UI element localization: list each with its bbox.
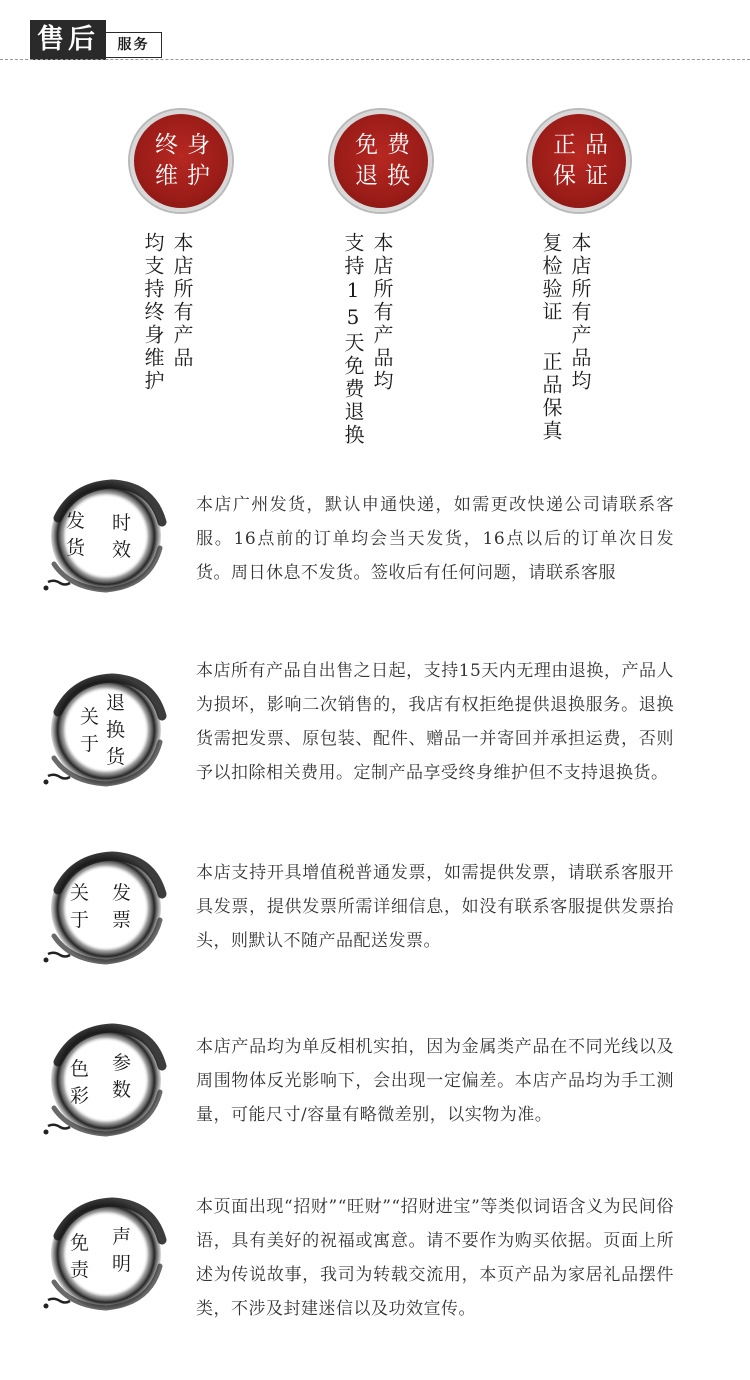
brush-circle-icon [40, 1196, 172, 1321]
dashed-divider [0, 59, 750, 60]
seal-badge [528, 110, 630, 212]
brush-label-left: 色 彩 [70, 1058, 90, 1107]
badge-label: 终身 维护 [155, 132, 219, 189]
section-returns [0, 660, 750, 785]
section-invoice [0, 850, 750, 975]
guarantee-lifetime-maintenance [110, 110, 250, 455]
guarantee-text-col-1: 本店所有产品均 [568, 232, 592, 393]
badge-label: 正品 保证 [553, 132, 617, 189]
brush-circle-icon [40, 478, 172, 603]
brush-label-right: 时 效 [112, 512, 132, 561]
seal-badge [330, 110, 432, 212]
guarantee-free-return [310, 110, 450, 455]
brush-circle-icon [40, 850, 172, 975]
returns-description: 本店所有产品自出售之日起，支持15天内无理由退换，产品人为损坏，影响二次销售的，我店有权拒绝提供退换服务。退换货需把发票、原包装、配件、赠品一并寄回并承担运费，否则予以扣除相关费用。定制产品享受终身维护但不支持退换货。 [196, 661, 674, 783]
header-subtitle: 服务 [106, 32, 162, 58]
guarantee-authentic [508, 110, 648, 455]
seal-badge [130, 110, 232, 212]
ink-brush-circle [40, 1196, 172, 1321]
brush-label-right: 声 明 [112, 1226, 132, 1275]
ink-brush-circle [40, 850, 172, 975]
brush-label-right: 参 数 [112, 1052, 132, 1101]
ink-brush-circle [40, 478, 172, 603]
brush-label-left: 发 货 [66, 510, 86, 559]
brush-label-left: 免 责 [70, 1232, 90, 1281]
disclaimer-description: 本页面出现“招财”“旺财”“招财进宝”等类似词语含义为民间俗语，具有美好的祝福或寓意。请不要作为购买依据。页面上所述为传说故事，我司为转载交流用，本页产品为家居礼品摆件类，不涉及封建迷信以及功效宣传。 [196, 1197, 674, 1319]
badge-label: 免费 退换 [355, 132, 419, 189]
header-title: 售后 [30, 20, 106, 60]
guarantee-text-col-1: 本店所有产品 [170, 232, 194, 370]
guarantee-text-col-1: 本店所有产品均 [370, 232, 394, 393]
guarantee-text-col-2: 复检验证 正品保真 [539, 232, 563, 443]
guarantee-text-col-2: 均支持终身维护 [141, 232, 165, 393]
section-shipping [0, 478, 750, 603]
shipping-description: 本店广州发货，默认申通快递，如需更改快递公司请联系客服。16点前的订单均会当天发货，16点以后的订单次日发货。周日休息不发货。签收后有任何问题，请联系客服 [196, 495, 674, 583]
section-disclaimer [0, 1196, 750, 1321]
color-parameters-description: 本店产品均为单反相机实拍，因为金属类产品在不同光线以及周围物体反光影响下，会出现一定偏差。本店产品均为手工测量，可能尺寸/容量有略微差别，以实物为准。 [196, 1037, 674, 1125]
section-color-parameters [0, 1022, 750, 1147]
brush-label-right: 发 票 [112, 882, 132, 931]
invoice-description: 本店支持开具增值税普通发票，如需提供发票，请联系客服开具发票，提供发票所需详细信息，如没有联系客服提供发票抬头，则默认不随产品配送发票。 [196, 863, 674, 951]
section-header [0, 0, 750, 70]
guarantee-text-col-2: 支持15天免费退换 [341, 232, 365, 447]
brush-label-right: 退 换 货 [106, 692, 126, 768]
brush-label-left: 关 于 [70, 882, 90, 931]
ink-brush-circle [40, 1022, 172, 1147]
brush-circle-icon [40, 1022, 172, 1147]
ink-brush-circle [40, 672, 172, 797]
brush-label-left: 关 于 [80, 706, 100, 755]
